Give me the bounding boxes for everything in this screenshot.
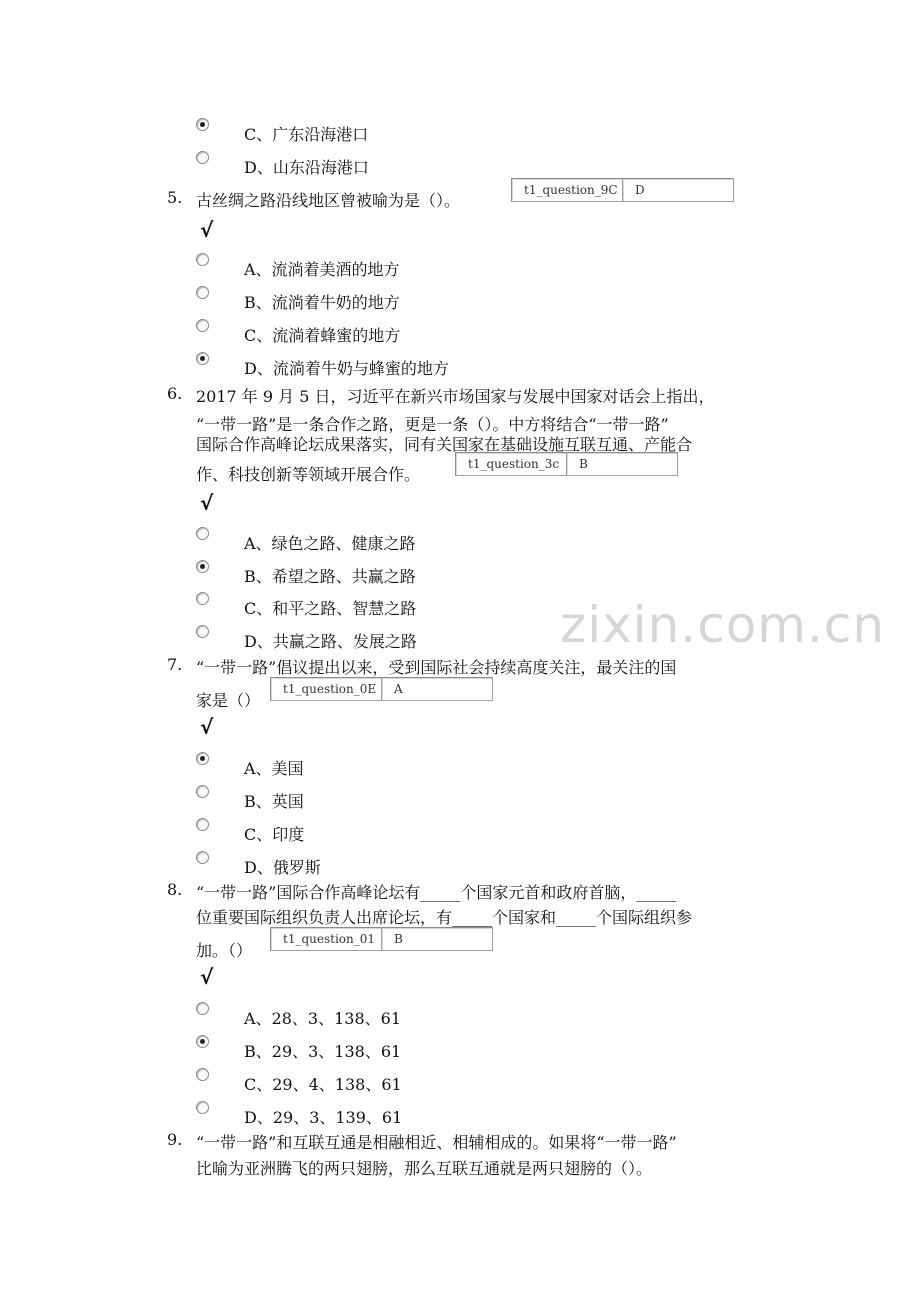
option-row[interactable] xyxy=(196,625,796,655)
watermark: zixin.com.cn xyxy=(560,596,886,654)
radio-button[interactable] xyxy=(196,851,209,864)
option-label: D、俄罗斯 xyxy=(244,858,321,877)
option-row[interactable] xyxy=(196,785,796,815)
option-row[interactable] xyxy=(196,253,796,283)
radio-button[interactable] xyxy=(196,625,209,638)
answer-value-field[interactable]: A xyxy=(382,677,493,701)
question-id-field[interactable]: t1_question_0E xyxy=(270,677,382,701)
answer-value-field[interactable]: B xyxy=(382,927,493,951)
radio-button[interactable] xyxy=(196,319,209,332)
option-label: B、流淌着牛奶的地方 xyxy=(244,293,400,312)
option-row[interactable] xyxy=(196,118,796,148)
question-text: 国际合作高峰论坛成果落实，同有关国家在基础设施互联互通、产能合 xyxy=(196,435,693,454)
answer-field xyxy=(455,452,678,476)
answer-value-field[interactable]: B xyxy=(567,452,678,476)
correct-check-icon: √ xyxy=(200,965,214,989)
option-row[interactable] xyxy=(196,1101,796,1131)
option-label: C、印度 xyxy=(244,825,305,844)
radio-button[interactable] xyxy=(196,253,209,266)
option-row[interactable] xyxy=(196,151,796,181)
option-row[interactable] xyxy=(196,752,796,782)
option-label: D、流淌着牛奶与蜂蜜的地方 xyxy=(244,359,449,378)
radio-button[interactable] xyxy=(196,1101,209,1114)
radio-button[interactable] xyxy=(196,527,209,540)
option-label: C、29、4、138、61 xyxy=(244,1075,402,1094)
radio-button-checked[interactable] xyxy=(196,1035,209,1048)
question-text: 家是（） xyxy=(196,691,261,710)
radio-button[interactable] xyxy=(196,785,209,798)
answer-field xyxy=(270,927,493,951)
radio-button-checked[interactable] xyxy=(196,118,209,131)
option-row[interactable] xyxy=(196,286,796,316)
question-text: 加。（） xyxy=(196,941,253,960)
radio-button[interactable] xyxy=(196,286,209,299)
question-text: “一带一路”倡议提出以来，受到国际社会持续高度关注，最关注的国 xyxy=(196,658,677,677)
option-label: D、29、3、139、61 xyxy=(244,1108,403,1127)
option-row[interactable] xyxy=(196,851,796,881)
correct-check-icon: √ xyxy=(200,218,214,242)
answer-field xyxy=(511,178,734,202)
option-row[interactable] xyxy=(196,1002,796,1032)
option-label: A、流淌着美酒的地方 xyxy=(244,260,400,279)
option-row[interactable] xyxy=(196,319,796,349)
option-row[interactable] xyxy=(196,527,796,557)
question-text: “一带一路”是一条合作之路，更是一条（）。中方将结合“一带一路” xyxy=(196,415,669,434)
radio-button[interactable] xyxy=(196,1002,209,1015)
question-number: 6. xyxy=(167,384,183,403)
correct-check-icon: √ xyxy=(200,715,214,739)
option-row[interactable] xyxy=(196,1035,796,1065)
question-id-field[interactable]: t1_question_9C xyxy=(511,178,623,202)
radio-button-checked[interactable] xyxy=(196,560,209,573)
question-number: 5. xyxy=(167,188,183,207)
question-id-field[interactable]: t1_question_3c xyxy=(455,452,567,476)
option-row[interactable] xyxy=(196,560,796,590)
option-row[interactable] xyxy=(196,592,796,622)
option-label: C、和平之路、智慧之路 xyxy=(244,599,417,618)
question-id-field[interactable]: t1_question_01 xyxy=(270,927,382,951)
question-text: 比喻为亚洲腾飞的两只翅膀，那么互联互通就是两只翅膀的（）。 xyxy=(196,1159,653,1178)
question-number: 8. xyxy=(167,880,183,899)
question-text: 2017 年 9 月 5 日，习近平在新兴市场国家与发展中国家对话会上指出， xyxy=(196,387,715,406)
radio-button-checked[interactable] xyxy=(196,352,209,365)
answer-value-field[interactable]: D xyxy=(623,178,734,202)
option-row[interactable] xyxy=(196,352,796,382)
answer-field xyxy=(270,677,493,701)
option-label: B、希望之路、共赢之路 xyxy=(244,567,416,586)
radio-button-checked[interactable] xyxy=(196,752,209,765)
question-text: 古丝绸之路沿线地区曾被喻为是（）。 xyxy=(196,191,461,210)
option-label: A、美国 xyxy=(244,759,304,778)
option-label: A、绿色之路、健康之路 xyxy=(244,534,416,553)
option-label: C、流淌着蜂蜜的地方 xyxy=(244,326,401,345)
option-label: D、共赢之路、发展之路 xyxy=(244,632,417,651)
question-text: “一带一路”国际合作高峰论坛有_____个国家元首和政府首脑，_____ xyxy=(196,883,677,902)
option-row[interactable] xyxy=(196,818,796,848)
radio-button[interactable] xyxy=(196,151,209,164)
correct-check-icon: √ xyxy=(200,491,214,515)
option-label: D、山东沿海港口 xyxy=(244,158,369,177)
radio-button[interactable] xyxy=(196,592,209,605)
question-number: 9. xyxy=(167,1130,183,1149)
option-label: B、29、3、138、61 xyxy=(244,1042,402,1061)
option-row[interactable] xyxy=(196,1068,796,1098)
question-text: 位重要国际组织负责人出席论坛，有_____个国家和_____个国际组织参 xyxy=(196,908,693,927)
radio-button[interactable] xyxy=(196,818,209,831)
question-text: “一带一路”和互联互通是相融相近、相辅相成的。如果将“一带一路” xyxy=(196,1133,677,1152)
question-number: 7. xyxy=(167,655,183,674)
option-label: B、英国 xyxy=(244,792,304,811)
option-label: C、广东沿海港口 xyxy=(244,125,369,144)
option-label: A、28、3、138、61 xyxy=(244,1009,401,1028)
question-text: 作、科技创新等领域开展合作。 xyxy=(196,465,421,484)
radio-button[interactable] xyxy=(196,1068,209,1081)
